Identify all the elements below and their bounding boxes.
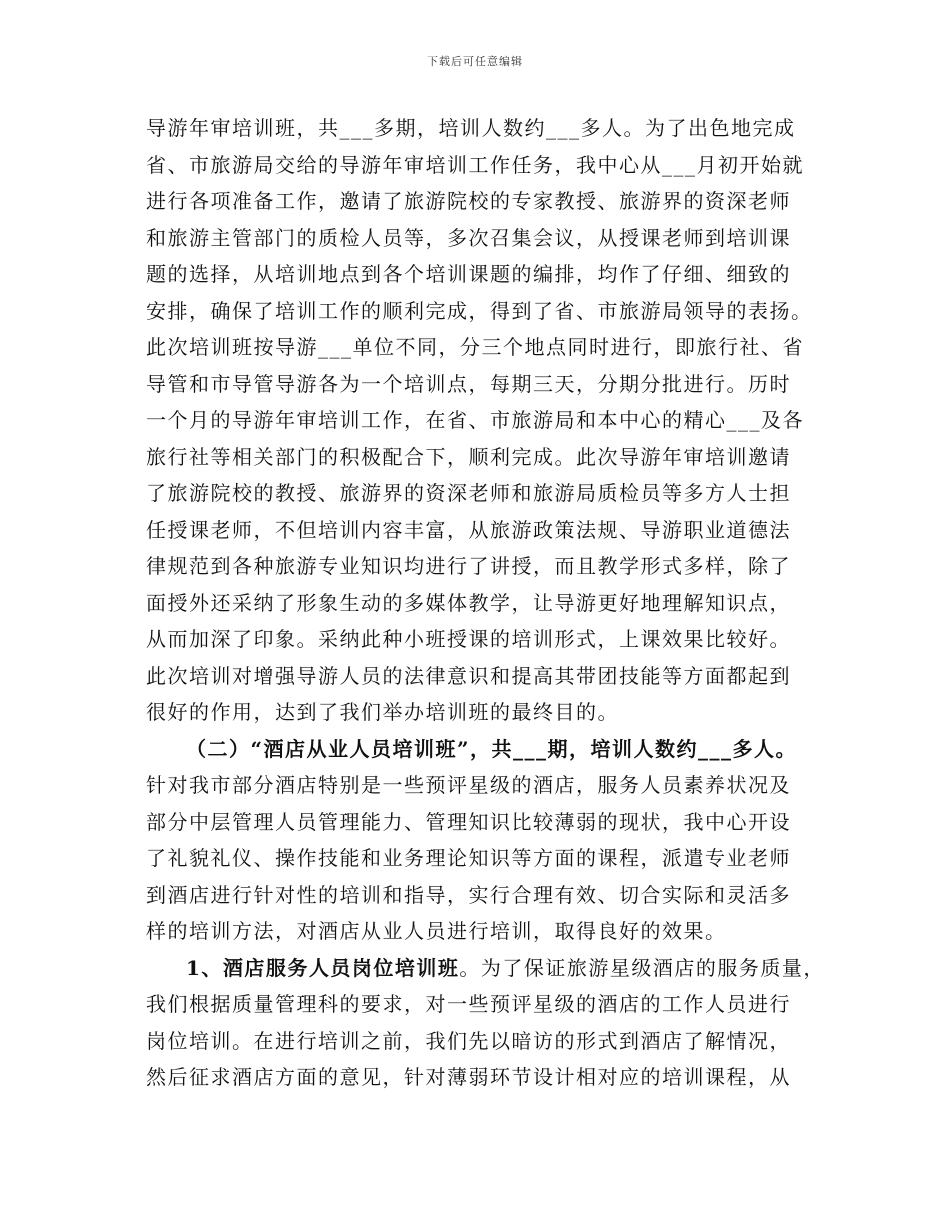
text-line xyxy=(146,1059,836,1096)
text-line xyxy=(146,694,836,731)
text-segment: 很好的作用，达到了我们举办培训班的最终目的。 xyxy=(146,700,619,724)
document-body xyxy=(146,110,836,1096)
text-line xyxy=(146,950,836,987)
text-segment: 了礼貌礼仪、操作技能和业务理论知识等方面的课程，派遣专业老师 xyxy=(146,846,791,870)
text-segment: 从而加深了印象。采纳此种小班授课的培训形式，上课效果比较好。 xyxy=(146,627,791,651)
text-segment: 导管和市导管导游各为一个培训点，每期三天，分期分批进行。历时 xyxy=(146,371,791,396)
text-segment: 然后征求酒店方面的意见，针对薄弱环节设计相对应的培训课程，从 xyxy=(146,1065,791,1089)
text-segment: 题的选择，从培训地点到各个培训课题的编排，均作了仔细、细致的 xyxy=(146,262,791,286)
page-header: 下载后可任意编辑 xyxy=(427,55,523,68)
text-line xyxy=(146,475,836,512)
text-line xyxy=(146,366,836,403)
text-segment: 和旅游主管部门的质检人员等，多次召集会议，从授课老师到培训课 xyxy=(146,225,791,250)
text-line xyxy=(146,621,836,658)
bold-text-segment: 1、酒店服务人员岗位培训班 xyxy=(186,955,460,980)
text-line xyxy=(146,986,836,1023)
text-line xyxy=(146,147,836,184)
text-segment: 了旅游院校的教授、旅游界的资深老师和旅游局质检员等多方人士担 xyxy=(146,481,791,505)
text-line xyxy=(146,585,836,622)
text-segment: 省、市旅游局交给的导游年审培训工作任务，我中心从___月初开始就 xyxy=(146,152,804,177)
text-segment: 面授外还采纳了形象生动的多媒体教学，让导游更好地理解知识点， xyxy=(146,590,791,615)
text-segment: 进行各项准备工作，邀请了旅游院校的专家教授、旅游界的资深老师 xyxy=(146,189,791,213)
text-segment: 旅行社等相关部门的积极配合下，顺利完成。此次导游年审培训邀请 xyxy=(146,444,791,469)
text-line xyxy=(146,220,836,257)
text-line xyxy=(146,548,836,585)
text-line xyxy=(146,256,836,293)
text-line xyxy=(146,804,836,841)
text-line xyxy=(146,1023,836,1060)
text-line xyxy=(146,110,836,147)
text-segment: 岗位培训。在进行培训之前，我们先以暗访的形式到酒店了解情况， xyxy=(146,1028,791,1053)
text-segment: 针对我市部分酒店特别是一些预评星级的酒店，服务人员素养状况及 xyxy=(146,773,791,797)
text-segment: 安排，确保了培训工作的顺利完成，得到了省、市旅游局领导的表扬。 xyxy=(146,298,813,323)
text-line xyxy=(146,183,836,220)
text-segment: 此次培训班按导游___单位不同，分三个地点同时进行，即旅行社、省 xyxy=(146,335,804,359)
text-segment: 此次培训对增强导游人员的法律意识和提高其带团技能等方面都起到 xyxy=(146,663,791,688)
text-line xyxy=(146,293,836,330)
text-line xyxy=(146,439,836,476)
text-line xyxy=(146,877,836,914)
text-line xyxy=(146,512,836,549)
text-line xyxy=(146,329,836,366)
text-segment: 样的培训方法，对酒店从业人员进行培训，取得良好的效果。 xyxy=(146,919,727,943)
text-line xyxy=(146,658,836,695)
text-segment: 导游年审培训班，共___多期，培训人数约___多人。为了出色地完成 xyxy=(146,116,796,140)
text-line xyxy=(146,913,836,950)
text-line xyxy=(146,731,836,768)
bold-text-segment: （二）“酒店从业人员培训班”，共___期，培训人数约___多人。 xyxy=(186,736,798,761)
text-line xyxy=(146,767,836,804)
text-line xyxy=(146,402,836,439)
text-segment: 任授课老师，不但培训内容丰富，从旅游政策法规、导游职业道德法 xyxy=(146,517,791,542)
text-segment: 我们根据质量管理科的要求，对一些预评星级的酒店的工作人员进行 xyxy=(146,992,791,1016)
text-segment: 到酒店进行针对性的培训和指导，实行合理有效、切合实际和灵活多 xyxy=(146,882,791,907)
text-segment: 部分中层管理人员管理能力、管理知识比较薄弱的现状，我中心开设 xyxy=(146,809,791,834)
text-segment: 律规范到各种旅游专业知识均进行了讲授，而且教学形式多样，除了 xyxy=(146,554,791,578)
text-line xyxy=(146,840,836,877)
text-segment: 一个月的导游年审培训工作，在省、市旅游局和本中心的精心___及各 xyxy=(146,408,804,432)
text-segment: 。为了保证旅游星级酒店的服务质量， xyxy=(459,955,825,980)
